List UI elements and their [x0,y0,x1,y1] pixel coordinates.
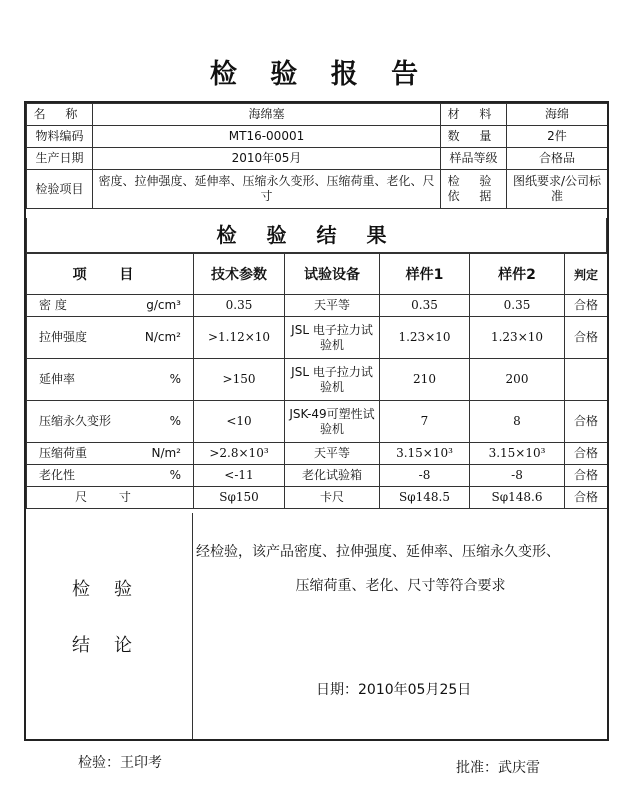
info-row-date [27,148,608,170]
item-unit: % [169,372,181,386]
sample-2-cell: 200 [470,359,565,401]
item-unit: % [169,414,181,428]
sample-2-cell: 8 [470,401,565,443]
spec-cell: Sφ150 [194,487,285,509]
date-value: 2010年05月 [93,148,441,170]
name-label: 名 称 [27,104,93,126]
conclusion-label-box [26,513,193,739]
results-body [27,295,608,509]
results-table [26,253,608,509]
item-name: 密 度 [39,298,67,312]
spec-cell: >150 [194,359,285,401]
name-value: 海绵塞 [93,104,441,126]
sample-2-cell: Sφ148.6 [470,487,565,509]
item-name: 压缩荷重 [39,446,88,460]
results-title: 检验结果 [27,218,607,253]
info-row-code [27,126,608,148]
report-title: 检 验 报 告 [209,59,431,90]
sample-1-cell: Sφ148.5 [380,487,470,509]
conclusion-text-line-2: 压缩荷重、老化、尺寸等符合要求 [295,578,506,594]
spec-cell: <-11 [194,465,285,487]
qty-label: 数 量 [441,126,507,148]
verdict-cell: 合格 [565,465,608,487]
spec-cell: >1.12×10 [194,317,285,359]
sample-1-cell: -8 [380,465,470,487]
conclusion-label-2: 结论 [72,635,156,656]
conclusion-text-box [194,513,607,739]
table-row [27,465,608,487]
spec-cell: >2.8×10³ [194,443,285,465]
code-label: 物料编码 [27,126,93,148]
item-cell [27,359,194,401]
equipment-cell: 天平等 [285,295,380,317]
verdict-cell: 合格 [565,317,608,359]
code-value: MT16-00001 [93,126,441,148]
header-item: 项 目 [27,254,194,295]
spec-cell: <10 [194,401,285,443]
item-name: 压缩永久变形 [39,414,112,428]
item-name: 拉伸强度 [39,330,88,344]
header-spec: 技术参数 [194,254,285,295]
header-sample-2: 样件2 [470,254,565,295]
item-cell [27,443,194,465]
header-equipment: 试验设备 [285,254,380,295]
material-label: 材 料 [441,104,507,126]
results-heading-table [26,218,607,253]
sample-1-cell: 3.15×10³ [380,443,470,465]
items-label: 检验项目 [27,170,93,209]
sample-1-cell: 7 [380,401,470,443]
item-unit: % [169,468,181,482]
info-row-name [27,104,608,126]
verdict-cell [565,359,608,401]
item-name: 延伸率 [39,372,76,386]
item-cell [27,295,194,317]
info-row-items [27,170,608,209]
header-verdict: 判定 [565,254,608,295]
equipment-cell: 天平等 [285,443,380,465]
verdict-cell: 合格 [565,295,608,317]
item-unit: g/cm³ [146,298,181,312]
spec-cell: 0.35 [194,295,285,317]
equipment-cell: JSK-49可塑性试验机 [285,401,380,443]
conclusion-text-line-1: 经检验，该产品密度、拉伸强度、延伸率、压缩永久变形、 [196,544,560,560]
verdict-cell: 合格 [565,487,608,509]
grade-value: 合格品 [507,148,608,170]
table-row [27,487,608,509]
item-unit: N/m² [151,446,181,460]
sample-1-cell: 210 [380,359,470,401]
items-value: 密度、拉伸强度、延伸率、压缩永久变形、压缩荷重、老化、尺寸 [93,170,441,209]
approver-signature: 批准：武庆雷 [456,760,540,776]
header-sample-1: 样件1 [380,254,470,295]
basis-value: 图纸要求/公司标准 [507,170,608,209]
equipment-cell: 老化试验箱 [285,465,380,487]
equipment-cell: JSL 电子拉力试验机 [285,359,380,401]
item-unit: N/cm² [144,330,181,344]
item-name: 老化性 [39,468,76,482]
item-cell [27,401,194,443]
inspector-signature: 检验：王印考 [78,755,162,771]
date-label: 生产日期 [27,148,93,170]
item-name: 尺 寸 [75,490,145,504]
grade-label: 样品等级 [441,148,507,170]
table-row [27,401,608,443]
sample-2-cell: 3.15×10³ [470,443,565,465]
verdict-cell: 合格 [565,443,608,465]
sample-2-cell: 1.23×10 [470,317,565,359]
table-row [27,359,608,401]
results-header-row [27,254,608,295]
item-cell [27,487,194,509]
sample-2-cell: 0.35 [470,295,565,317]
table-row [27,443,608,465]
conclusion-label-1: 检验 [72,579,156,600]
sample-1-cell: 1.23×10 [380,317,470,359]
verdict-cell: 合格 [565,401,608,443]
conclusion-date: 日期：2010年05月25日 [316,682,472,698]
sample-2-cell: -8 [470,465,565,487]
item-cell [27,317,194,359]
equipment-cell: JSL 电子拉力试验机 [285,317,380,359]
item-cell [27,465,194,487]
report-frame [24,101,609,741]
conclusion-section [26,513,607,739]
sample-1-cell: 0.35 [380,295,470,317]
basis-label: 检 验 依 据 [441,170,507,209]
table-row [27,317,608,359]
material-value: 海绵 [507,104,608,126]
info-table [26,103,608,209]
table-row [27,295,608,317]
qty-value: 2件 [507,126,608,148]
equipment-cell: 卡尺 [285,487,380,509]
